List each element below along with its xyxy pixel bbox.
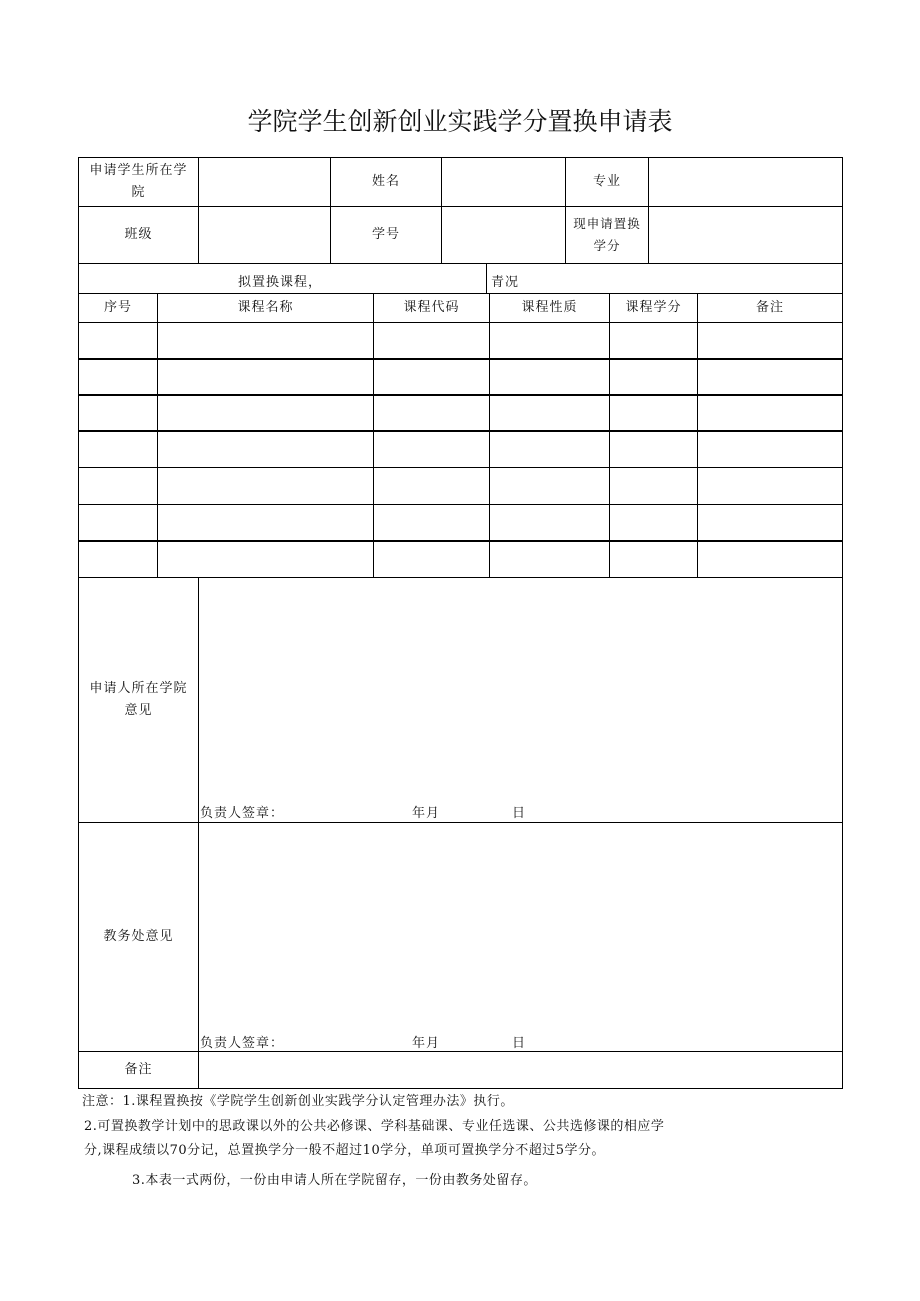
student-id-field[interactable] xyxy=(441,206,566,264)
student-id-label: 学号 xyxy=(330,206,442,264)
course-section-header xyxy=(78,263,843,294)
class-label: 班级 xyxy=(78,206,199,264)
note-line-1: 注意：1.课程置换按《学院学生创新创业实践学分认定管理办法》执行。 xyxy=(82,1094,514,1109)
course-row-6-course-name-cell[interactable] xyxy=(157,504,374,542)
remarks-field[interactable] xyxy=(198,1051,843,1089)
header-remarks: 备注 xyxy=(697,293,843,323)
course-row-2-seq-cell[interactable] xyxy=(78,358,158,396)
course-row-5-course-name-cell[interactable] xyxy=(157,467,374,505)
course-row-7-remarks-cell[interactable] xyxy=(697,540,843,578)
office-day: 日 xyxy=(512,1036,527,1051)
note-line-2: 2.可置换教学计划中的思政课以外的公共必修课、学科基础课、专业任选课、公共选修课的相应学 xyxy=(84,1119,665,1134)
course-row-1-course-credits-cell[interactable] xyxy=(609,322,698,360)
course-row-6-course-code-cell[interactable] xyxy=(373,504,490,542)
course-row-5-seq-cell[interactable] xyxy=(78,467,158,505)
course-row-3-course-name-cell[interactable] xyxy=(157,394,374,432)
major-label: 专业 xyxy=(565,157,649,207)
course-row-2-course-name-cell[interactable] xyxy=(157,358,374,396)
major-field[interactable] xyxy=(648,157,843,207)
course-row-1-course-type-cell[interactable] xyxy=(489,322,610,360)
course-row-3-remarks-cell[interactable] xyxy=(697,394,843,432)
college-year-month: 年月 xyxy=(412,806,441,821)
credits-field[interactable] xyxy=(648,206,843,264)
course-row-6-seq-cell[interactable] xyxy=(78,504,158,542)
course-row-4-remarks-cell[interactable] xyxy=(697,430,843,468)
header-course-name: 课程名称 xyxy=(157,293,374,323)
course-row-6-course-credits-cell[interactable] xyxy=(609,504,698,542)
course-row-3-course-type-cell[interactable] xyxy=(489,394,610,432)
course-row-3-course-credits-cell[interactable] xyxy=(609,394,698,432)
course-row-2-course-code-cell[interactable] xyxy=(373,358,490,396)
note-line-3: 分,课程成绩以70分记，总置换学分一般不超过10学分，单项可置换学分不超过5学分。 xyxy=(84,1143,605,1158)
course-row-7-course-credits-cell[interactable] xyxy=(609,540,698,578)
college-opinion-label: 申请人所在学院意见 xyxy=(78,577,199,823)
office-opinion-field[interactable] xyxy=(198,822,843,1052)
remarks-label: 备注 xyxy=(78,1051,199,1089)
course-row-5-course-type-cell[interactable] xyxy=(489,467,610,505)
course-section-label-tail: 青况 xyxy=(491,275,520,290)
college-field[interactable] xyxy=(198,157,331,207)
course-row-5-course-code-cell[interactable] xyxy=(373,467,490,505)
course-row-4-course-type-cell[interactable] xyxy=(489,430,610,468)
course-row-5-remarks-cell[interactable] xyxy=(697,467,843,505)
course-section-label: 拟置换课程， xyxy=(238,275,323,290)
course-row-2-remarks-cell[interactable] xyxy=(697,358,843,396)
course-row-2-course-credits-cell[interactable] xyxy=(609,358,698,396)
college-opinion-field[interactable] xyxy=(198,577,843,823)
course-row-7-course-type-cell[interactable] xyxy=(489,540,610,578)
course-row-4-seq-cell[interactable] xyxy=(78,430,158,468)
course-row-1-course-name-cell[interactable] xyxy=(157,322,374,360)
office-year-month: 年月 xyxy=(412,1036,441,1051)
course-row-5-course-credits-cell[interactable] xyxy=(609,467,698,505)
course-row-7-seq-cell[interactable] xyxy=(78,540,158,578)
college-signer-label: 负责人签章： xyxy=(200,806,285,821)
header-course-type: 课程性质 xyxy=(489,293,610,323)
header-seq: 序号 xyxy=(78,293,158,323)
course-row-4-course-code-cell[interactable] xyxy=(373,430,490,468)
course-row-1-seq-cell[interactable] xyxy=(78,322,158,360)
class-field[interactable] xyxy=(198,206,331,264)
course-row-1-course-code-cell[interactable] xyxy=(373,322,490,360)
course-row-6-course-type-cell[interactable] xyxy=(489,504,610,542)
course-row-1-remarks-cell[interactable] xyxy=(697,322,843,360)
course-row-7-course-name-cell[interactable] xyxy=(157,540,374,578)
course-row-3-course-code-cell[interactable] xyxy=(373,394,490,432)
name-label: 姓名 xyxy=(330,157,442,207)
course-row-4-course-credits-cell[interactable] xyxy=(609,430,698,468)
course-row-7-course-code-cell[interactable] xyxy=(373,540,490,578)
office-signer-label: 负责人签章： xyxy=(200,1036,285,1051)
header-course-credits: 课程学分 xyxy=(609,293,698,323)
note-line-4: 3.本表一式两份，一份由申请人所在学院留存，一份由教务处留存。 xyxy=(132,1173,537,1188)
course-row-6-remarks-cell[interactable] xyxy=(697,504,843,542)
college-day: 日 xyxy=(512,806,527,821)
college-label: 申请学生所在学院 xyxy=(78,157,199,207)
course-row-3-seq-cell[interactable] xyxy=(78,394,158,432)
course-row-4-course-name-cell[interactable] xyxy=(157,430,374,468)
office-opinion-label: 教务处意见 xyxy=(78,822,199,1052)
name-field[interactable] xyxy=(441,157,566,207)
course-row-2-course-type-cell[interactable] xyxy=(489,358,610,396)
form-title: 学院学生创新创业实践学分置换申请表 xyxy=(247,107,673,136)
header-course-code: 课程代码 xyxy=(373,293,490,323)
credits-label: 现申请置换学分 xyxy=(565,206,649,264)
